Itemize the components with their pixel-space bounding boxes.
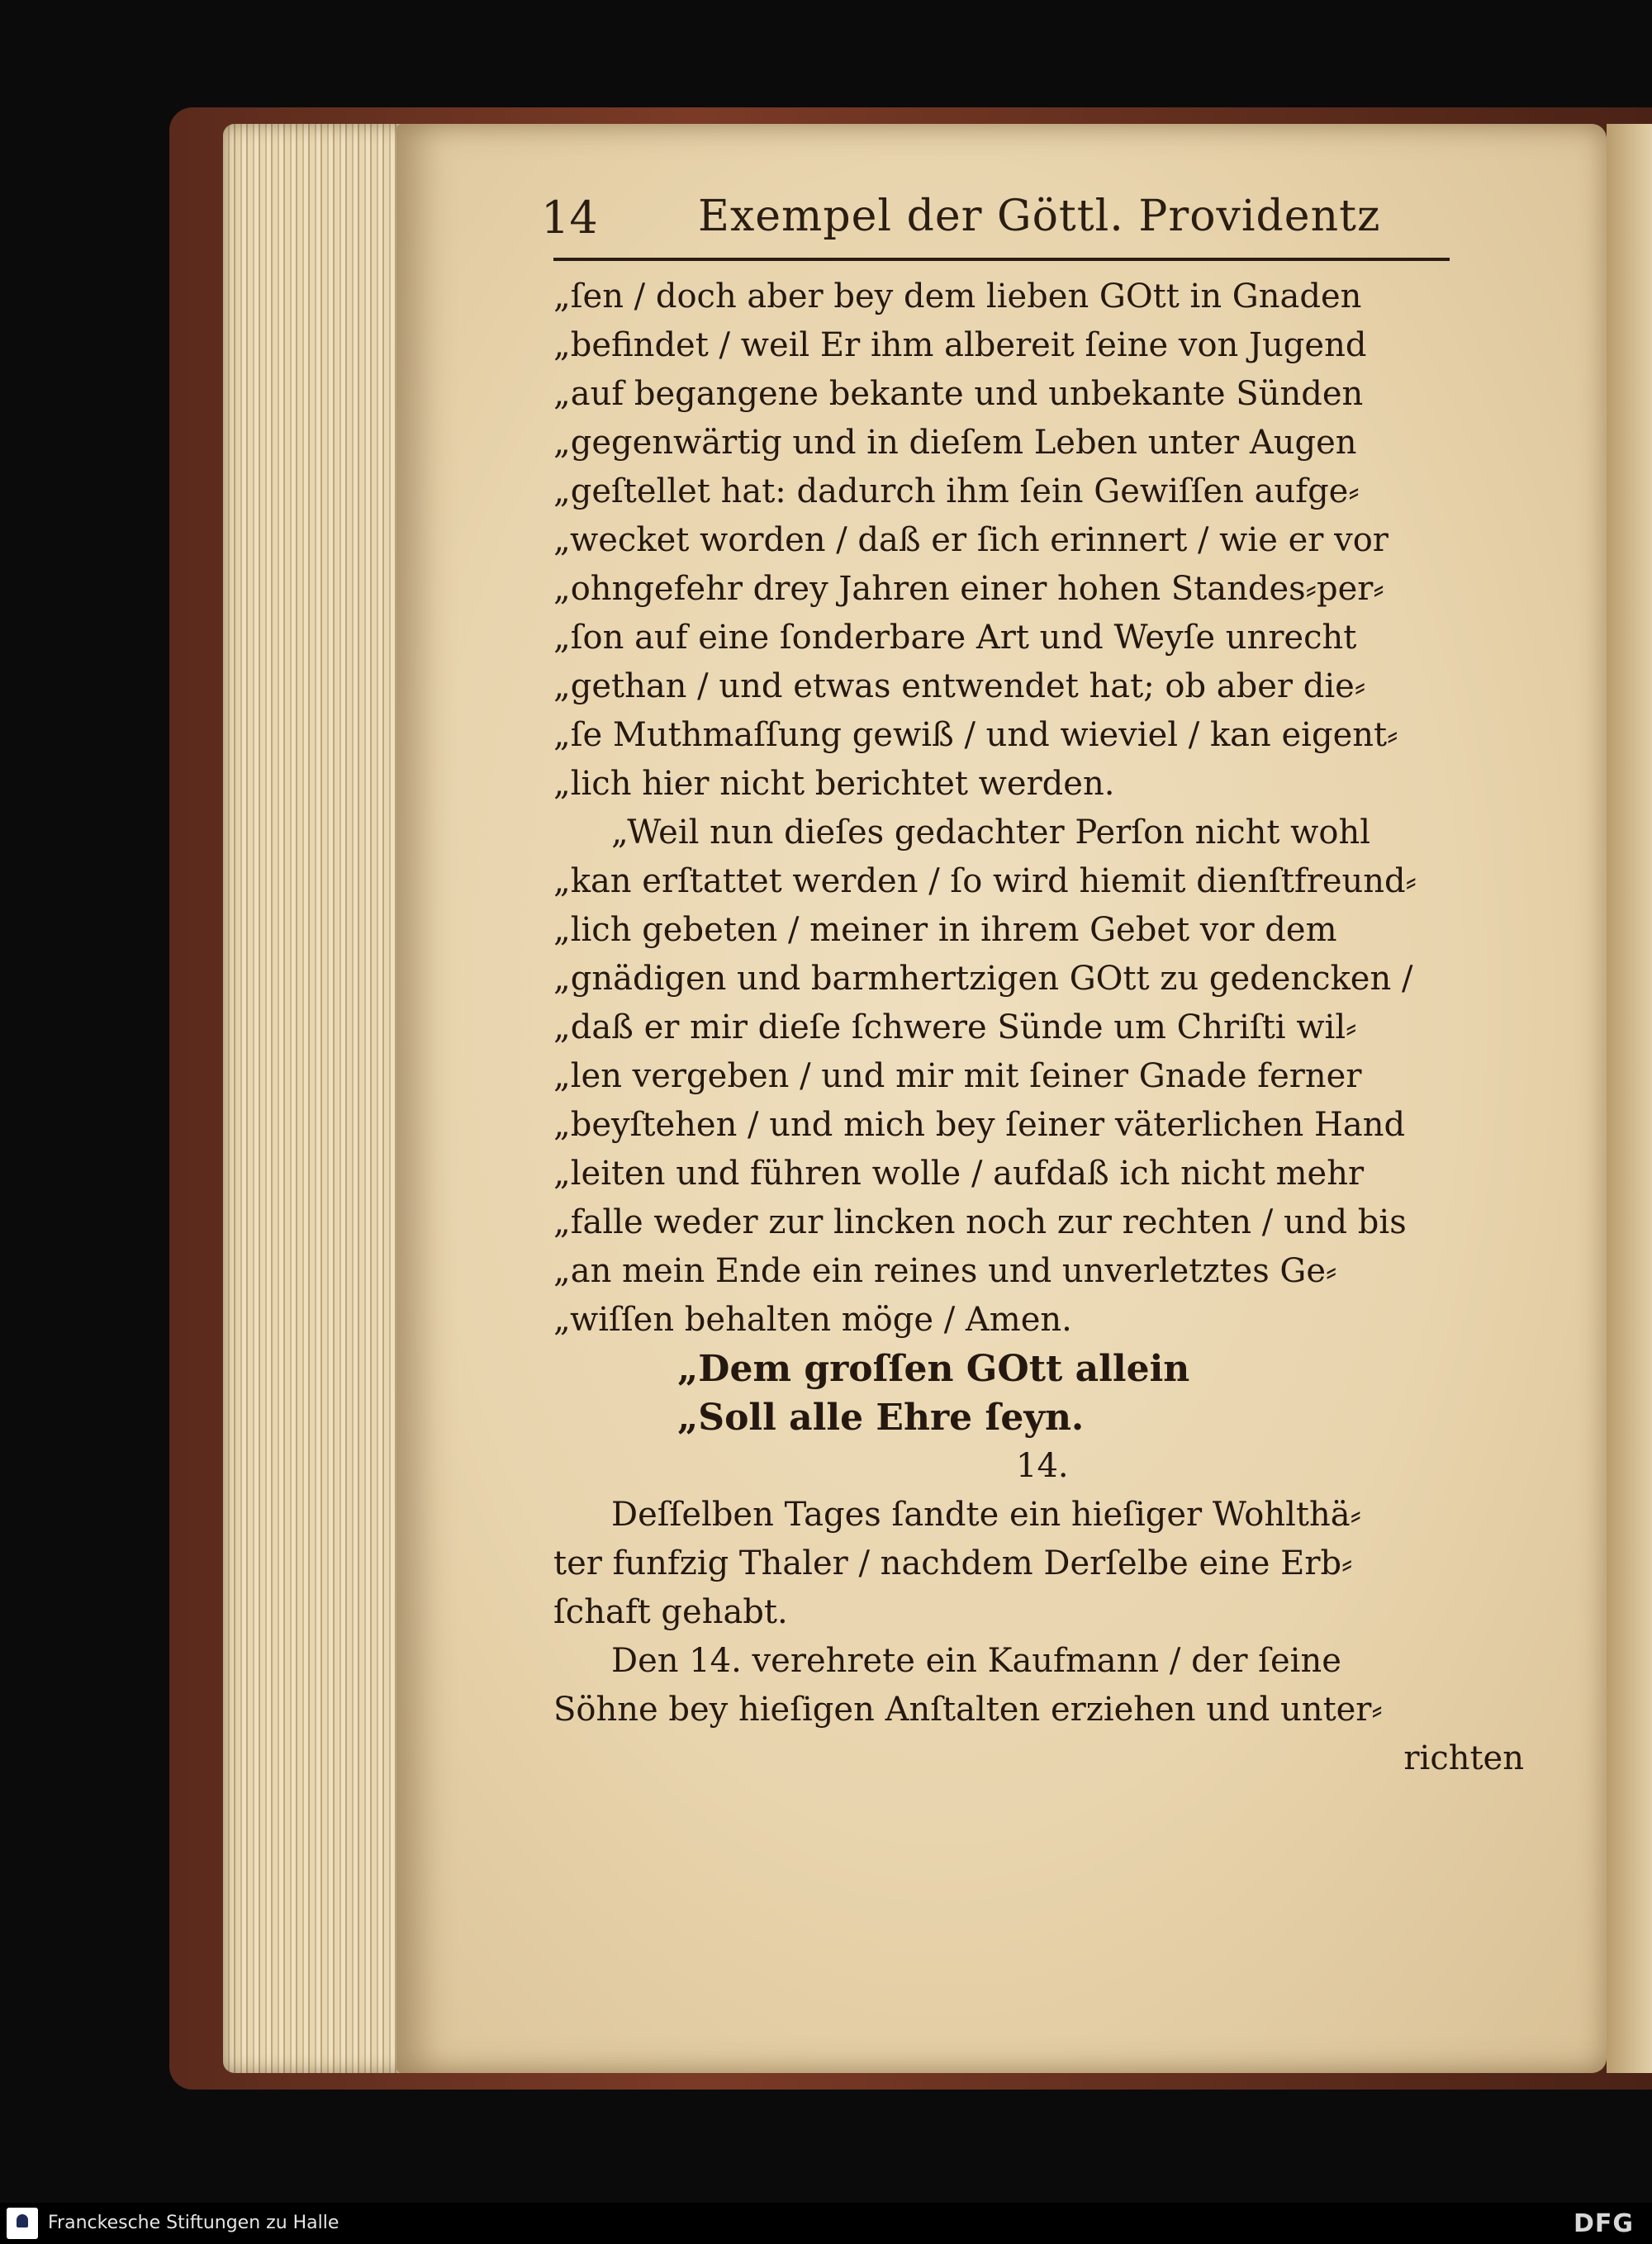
text-line: „gegenwärtig und in dieſem Leben unter Augen — [553, 424, 1357, 462]
catchword: richten — [1403, 1739, 1524, 1777]
text-line: „leiten und führen wolle / aufdaß ich nicht mehr — [553, 1155, 1365, 1193]
verse-line: „Dem groſſen GOtt allein — [677, 1348, 1190, 1390]
facing-page-edge — [1607, 124, 1652, 2073]
paragraph-start: „Weil nun dieſes gedachter Perſon nicht wohl — [611, 814, 1371, 852]
text-line: „falle weder zur lincken noch zur rechten / und bis — [553, 1203, 1407, 1241]
text-line: „auf begangene bekante und unbekante Sünden — [553, 375, 1364, 413]
header-title: Exempel der Göttl. Providentz — [698, 192, 1381, 241]
text-block — [553, 273, 1524, 1783]
text-line: „beyſtehen / und mich bey ſeiner väterlichen Hand — [553, 1106, 1406, 1144]
text-line: „lich hier nicht berichtet werden. — [553, 765, 1115, 803]
verse-line: „Soll alle Ehre ſeyn. — [677, 1397, 1085, 1439]
header-rule — [553, 258, 1450, 261]
text-line: „gethan / und etwas entwendet hat; ob aber die⸗ — [553, 667, 1366, 705]
section-number: 14. — [1016, 1447, 1069, 1485]
text-line: Söhne bey hieſigen Anſtalten erziehen und unter⸗ — [553, 1691, 1383, 1729]
paragraph-start: Den 14. verehrete ein Kaufmann / der ſeine — [611, 1642, 1341, 1680]
text-line: „befindet / weil Er ihm albereit ſeine von Jugend — [553, 326, 1367, 364]
text-line: „wiſſen behalten möge / Amen. — [553, 1301, 1072, 1339]
text-line: ter funfzig Thaler / nachdem Derſelbe eine Erb⸗ — [553, 1544, 1353, 1582]
text-line: „an mein Ende ein reines und unverletztes Ge⸗ — [553, 1252, 1337, 1290]
text-line: „lich gebeten / meiner in ihrem Gebet vor dem — [553, 911, 1337, 949]
dfg-badge: DFG — [1573, 2209, 1634, 2238]
text-line: „len vergeben / und mir mit ſeiner Gnade ferner — [553, 1057, 1362, 1095]
text-line: „ſen / doch aber bey dem lieben GOtt in Gnaden — [553, 278, 1362, 315]
library-name: Franckesche Stiftungen zu Halle — [48, 2213, 339, 2233]
text-line: „kan erſtattet werden / ſo wird hiemit dienſtfreund⸗ — [553, 862, 1417, 900]
page-edges — [223, 124, 413, 2073]
footer-bar — [0, 2203, 1652, 2244]
text-line: „ſon auf eine ſonderbare Art und Weyſe unrecht — [553, 619, 1357, 657]
paragraph-start: Deſſelben Tages ſandte ein hieſiger Wohlthä⸗ — [611, 1496, 1361, 1534]
text-line: „wecket worden / daß er ſich erinnert / wie er vor — [553, 521, 1389, 559]
page-number: 14 — [541, 192, 598, 244]
text-line: ſchaft gehabt. — [553, 1593, 788, 1631]
text-line: „daß er mir dieſe ſchwere Sünde um Chriſti wil⸗ — [553, 1008, 1357, 1046]
text-line: „ohngefehr drey Jahren einer hohen Standes⸗per⸗ — [553, 570, 1384, 608]
text-line: „geſtellet hat: dadurch ihm ſein Gewiſſen aufge⸗ — [553, 472, 1360, 510]
library-logo-icon — [7, 2208, 38, 2239]
text-line: „gnädigen und barmhertzigen GOtt zu gedencken / — [553, 960, 1413, 998]
text-line: „ſe Muthmaſſung gewiß / und wieviel / kan eigent⸗ — [553, 716, 1398, 754]
running-head — [541, 192, 1408, 249]
